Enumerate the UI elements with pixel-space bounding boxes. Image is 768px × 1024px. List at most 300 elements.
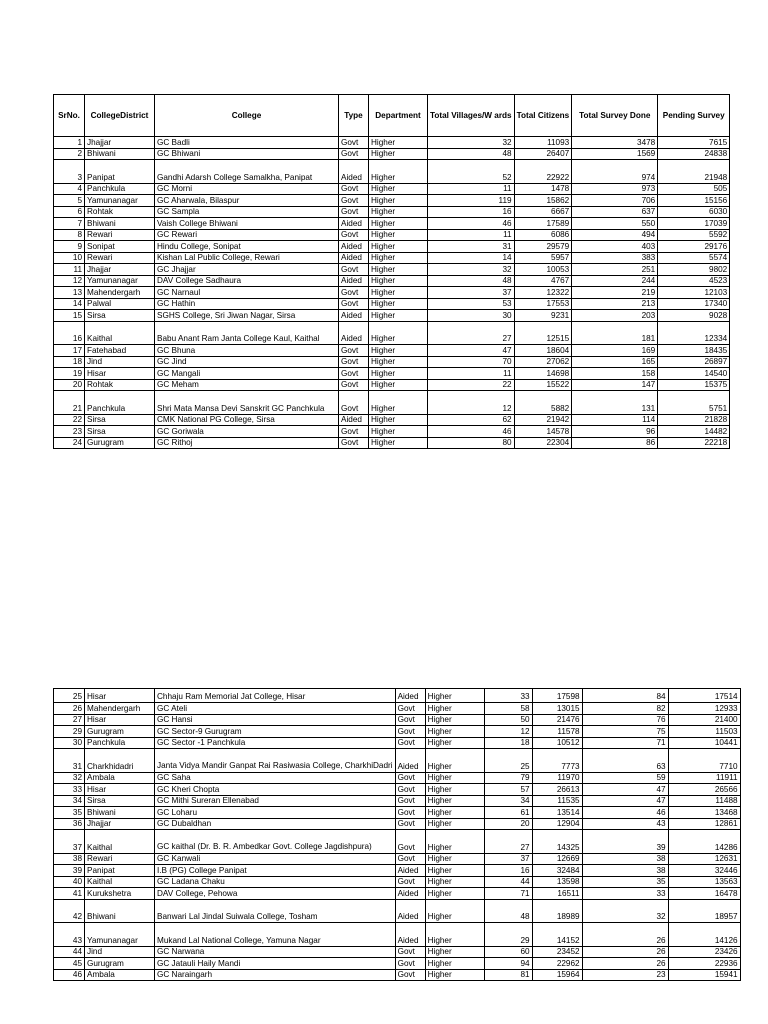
table-row: [54, 379, 730, 391]
cell-type: Aided: [339, 241, 369, 253]
cell-department: Higher: [425, 807, 484, 819]
cell-citizens: 12904: [532, 818, 582, 830]
table-body-bottom: [54, 689, 741, 981]
cell-pending: 14482: [658, 426, 730, 438]
cell-college: GC Jhajjar: [155, 264, 339, 276]
cell-survey-done: 251: [572, 264, 658, 276]
cell-villages: 44: [484, 876, 532, 888]
cell-college: CMK National PG College, Sirsa: [155, 414, 339, 426]
cell-villages: 34: [484, 795, 532, 807]
cell-type: Aided: [339, 218, 369, 230]
cell-pending: 13468: [668, 807, 740, 819]
cell-survey-done: 32: [582, 899, 668, 923]
cell-college: Janta Vidya Mandir Ganpat Rai Rasiwasia College, CharkhiDadri: [155, 749, 396, 773]
cell-department: Higher: [369, 206, 428, 218]
cell-district: Jind: [85, 946, 155, 958]
cell-citizens: 13598: [532, 876, 582, 888]
table-row: [54, 218, 730, 230]
cell-villages: 71: [484, 888, 532, 900]
cell-citizens: 12515: [514, 321, 572, 345]
cell-villages: 48: [428, 148, 515, 160]
cell-college: GC Jind: [155, 356, 339, 368]
cell-survey-done: 35: [582, 876, 668, 888]
cell-srno: 10: [54, 252, 85, 264]
cell-department: Higher: [369, 275, 428, 287]
cell-district: Kaithal: [85, 830, 155, 854]
cell-college: Hindu College, Sonipat: [155, 241, 339, 253]
header-row: [54, 95, 730, 137]
cell-department: Higher: [369, 310, 428, 322]
cell-citizens: 10053: [514, 264, 572, 276]
cell-district: Jhajjar: [85, 137, 155, 149]
cell-srno: 14: [54, 298, 85, 310]
cell-villages: 70: [428, 356, 515, 368]
cell-college: SGHS College, Sri Jiwan Nagar, Sirsa: [155, 310, 339, 322]
cell-department: Higher: [425, 923, 484, 947]
cell-villages: 12: [484, 726, 532, 738]
cell-pending: 11488: [668, 795, 740, 807]
cell-department: Higher: [369, 252, 428, 264]
cell-district: Sirsa: [85, 414, 155, 426]
cell-district: Kaithal: [85, 321, 155, 345]
cell-villages: 62: [428, 414, 515, 426]
cell-srno: 46: [54, 969, 85, 981]
cell-srno: 23: [54, 426, 85, 438]
cell-srno: 32: [54, 772, 85, 784]
cell-survey-done: 26: [582, 958, 668, 970]
cell-department: Higher: [369, 391, 428, 415]
cell-type: Govt: [395, 795, 425, 807]
table-row: [54, 899, 741, 923]
cell-citizens: 9231: [514, 310, 572, 322]
cell-srno: 40: [54, 876, 85, 888]
cell-pending: 21400: [668, 714, 740, 726]
cell-villages: 11: [428, 183, 515, 195]
cell-district: Mahendergarh: [85, 703, 155, 715]
cell-survey-done: 403: [572, 241, 658, 253]
cell-villages: 27: [428, 321, 515, 345]
cell-type: Govt: [339, 137, 369, 149]
cell-villages: 16: [428, 206, 515, 218]
cell-pending: 15156: [658, 195, 730, 207]
cell-srno: 15: [54, 310, 85, 322]
cell-college: GC Badli: [155, 137, 339, 149]
cell-survey-done: 244: [572, 275, 658, 287]
cell-villages: 31: [428, 241, 515, 253]
cell-citizens: 17589: [514, 218, 572, 230]
cell-srno: 44: [54, 946, 85, 958]
cell-survey-done: 131: [572, 391, 658, 415]
cell-srno: 38: [54, 853, 85, 865]
cell-pending: 7615: [658, 137, 730, 149]
cell-survey-done: 26: [582, 923, 668, 947]
cell-srno: 45: [54, 958, 85, 970]
cell-type: Aided: [339, 321, 369, 345]
cell-district: Gurugram: [85, 437, 155, 449]
table-row: [54, 876, 741, 888]
cell-survey-done: 75: [582, 726, 668, 738]
cell-citizens: 29579: [514, 241, 572, 253]
cell-pending: 24838: [658, 148, 730, 160]
cell-citizens: 14152: [532, 923, 582, 947]
cell-type: Govt: [395, 958, 425, 970]
cell-college: GC Loharu: [155, 807, 396, 819]
cell-villages: 37: [484, 853, 532, 865]
cell-department: Higher: [425, 737, 484, 749]
cell-villages: 60: [484, 946, 532, 958]
cell-type: Aided: [395, 888, 425, 900]
cell-department: Higher: [369, 437, 428, 449]
cell-citizens: 4767: [514, 275, 572, 287]
cell-villages: 79: [484, 772, 532, 784]
cell-survey-done: 158: [572, 368, 658, 380]
cell-srno: 22: [54, 414, 85, 426]
cell-citizens: 13514: [532, 807, 582, 819]
cell-department: Higher: [369, 379, 428, 391]
cell-villages: 33: [484, 689, 532, 703]
cell-type: Govt: [395, 714, 425, 726]
cell-srno: 41: [54, 888, 85, 900]
cell-citizens: 5957: [514, 252, 572, 264]
table-row: [54, 391, 730, 415]
cell-district: Palwal: [85, 298, 155, 310]
table-body-top: [54, 137, 730, 449]
cell-survey-done: 33: [582, 888, 668, 900]
cell-district: Hisar: [85, 714, 155, 726]
cell-type: Aided: [395, 899, 425, 923]
cell-department: Higher: [425, 853, 484, 865]
cell-type: Aided: [395, 749, 425, 773]
cell-department: Higher: [369, 345, 428, 357]
table-row: [54, 310, 730, 322]
cell-pending: 12631: [668, 853, 740, 865]
cell-district: Bhiwani: [85, 148, 155, 160]
cell-srno: 4: [54, 183, 85, 195]
cell-pending: 26566: [668, 784, 740, 796]
table-row: [54, 749, 741, 773]
cell-villages: 58: [484, 703, 532, 715]
cell-pending: 17340: [658, 298, 730, 310]
cell-srno: 8: [54, 229, 85, 241]
table-row: [54, 969, 741, 981]
cell-srno: 24: [54, 437, 85, 449]
cell-department: Higher: [369, 287, 428, 299]
cell-villages: 14: [428, 252, 515, 264]
cell-college: GC Hathin: [155, 298, 339, 310]
cell-type: Aided: [339, 310, 369, 322]
cell-citizens: 7773: [532, 749, 582, 773]
cell-srno: 6: [54, 206, 85, 218]
cell-type: Govt: [339, 356, 369, 368]
cell-pending: 9028: [658, 310, 730, 322]
cell-college: GC Goriwala: [155, 426, 339, 438]
cell-survey-done: 38: [582, 865, 668, 877]
cell-department: Higher: [425, 749, 484, 773]
cell-citizens: 15522: [514, 379, 572, 391]
cell-pending: 5592: [658, 229, 730, 241]
cell-pending: 23426: [668, 946, 740, 958]
cell-survey-done: 203: [572, 310, 658, 322]
table-row: [54, 784, 741, 796]
cell-college: Vaish College Bhiwani: [155, 218, 339, 230]
table-row: [54, 321, 730, 345]
cell-citizens: 18989: [532, 899, 582, 923]
table-row: [54, 737, 741, 749]
table-row: [54, 414, 730, 426]
cell-district: Rohtak: [85, 206, 155, 218]
cell-survey-done: 213: [572, 298, 658, 310]
table-row: [54, 807, 741, 819]
cell-type: Aided: [395, 923, 425, 947]
cell-citizens: 21476: [532, 714, 582, 726]
cell-type: Govt: [339, 426, 369, 438]
cell-villages: 94: [484, 958, 532, 970]
cell-type: Aided: [395, 689, 425, 703]
cell-pending: 13563: [668, 876, 740, 888]
cell-pending: 12334: [658, 321, 730, 345]
cell-pending: 11911: [668, 772, 740, 784]
table-row: [54, 437, 730, 449]
cell-type: Govt: [395, 876, 425, 888]
cell-srno: 13: [54, 287, 85, 299]
cell-type: Govt: [339, 195, 369, 207]
header-type: Type: [339, 95, 369, 137]
cell-district: Panchkula: [85, 183, 155, 195]
cell-srno: 12: [54, 275, 85, 287]
cell-college: Gandhi Adarsh College Samalkha, Panipat: [155, 160, 339, 184]
table-row: [54, 183, 730, 195]
cell-district: Ambala: [85, 772, 155, 784]
cell-district: Gurugram: [85, 958, 155, 970]
cell-type: Govt: [339, 298, 369, 310]
cell-type: Govt: [339, 183, 369, 195]
table-row: [54, 356, 730, 368]
cell-srno: 31: [54, 749, 85, 773]
table-row: [54, 252, 730, 264]
table-row: [54, 229, 730, 241]
cell-department: Higher: [369, 321, 428, 345]
table-row: [54, 888, 741, 900]
cell-pending: 4523: [658, 275, 730, 287]
cell-type: Govt: [395, 807, 425, 819]
cell-district: Bhiwani: [85, 807, 155, 819]
cell-type: Govt: [339, 229, 369, 241]
cell-district: Fatehabad: [85, 345, 155, 357]
cell-district: Bhiwani: [85, 218, 155, 230]
cell-srno: 25: [54, 689, 85, 703]
cell-citizens: 26613: [532, 784, 582, 796]
cell-pending: 12103: [658, 287, 730, 299]
cell-villages: 25: [484, 749, 532, 773]
cell-type: Aided: [339, 275, 369, 287]
cell-department: Higher: [425, 865, 484, 877]
cell-citizens: 14325: [532, 830, 582, 854]
cell-survey-done: 219: [572, 287, 658, 299]
cell-villages: 57: [484, 784, 532, 796]
cell-survey-done: 165: [572, 356, 658, 368]
table-row: [54, 865, 741, 877]
cell-type: Govt: [339, 391, 369, 415]
cell-pending: 17514: [668, 689, 740, 703]
cell-department: Higher: [369, 414, 428, 426]
cell-type: Govt: [339, 264, 369, 276]
cell-survey-done: 169: [572, 345, 658, 357]
cell-srno: 16: [54, 321, 85, 345]
cell-survey-done: 1569: [572, 148, 658, 160]
cell-survey-done: 38: [582, 853, 668, 865]
cell-srno: 43: [54, 923, 85, 947]
cell-survey-done: 46: [582, 807, 668, 819]
cell-villages: 47: [428, 345, 515, 357]
cell-villages: 11: [428, 229, 515, 241]
cell-type: Aided: [339, 414, 369, 426]
cell-district: Panipat: [85, 865, 155, 877]
cell-district: Yamunanagar: [85, 275, 155, 287]
cell-srno: 19: [54, 368, 85, 380]
cell-survey-done: 3478: [572, 137, 658, 149]
cell-type: Govt: [395, 969, 425, 981]
table-row: [54, 818, 741, 830]
cell-type: Govt: [395, 946, 425, 958]
cell-survey-done: 82: [582, 703, 668, 715]
cell-villages: 119: [428, 195, 515, 207]
cell-department: Higher: [425, 876, 484, 888]
cell-college: Shri Mata Mansa Devi Sanskrit GC Panchkula: [155, 391, 339, 415]
cell-type: Govt: [395, 784, 425, 796]
cell-villages: 20: [484, 818, 532, 830]
cell-pending: 22936: [668, 958, 740, 970]
cell-citizens: 27062: [514, 356, 572, 368]
cell-district: Rewari: [85, 252, 155, 264]
cell-citizens: 21942: [514, 414, 572, 426]
cell-pending: 5751: [658, 391, 730, 415]
cell-college: GC Sector -1 Panchkula: [155, 737, 396, 749]
cell-survey-done: 181: [572, 321, 658, 345]
cell-srno: 9: [54, 241, 85, 253]
cell-college: GC Morni: [155, 183, 339, 195]
cell-college: GC Jatauli Haily Mandi: [155, 958, 396, 970]
cell-villages: 27: [484, 830, 532, 854]
cell-type: Aided: [395, 865, 425, 877]
cell-college: GC Aharwala, Bilaspur: [155, 195, 339, 207]
cell-college: GC Saha: [155, 772, 396, 784]
cell-district: Yamunanagar: [85, 923, 155, 947]
table-row: [54, 241, 730, 253]
cell-survey-done: 63: [582, 749, 668, 773]
cell-citizens: 16511: [532, 888, 582, 900]
cell-pending: 10441: [668, 737, 740, 749]
cell-pending: 21828: [658, 414, 730, 426]
cell-district: Charkhidadri: [85, 749, 155, 773]
cell-college: I.B (PG) College Panipat: [155, 865, 396, 877]
cell-pending: 11503: [668, 726, 740, 738]
cell-citizens: 13015: [532, 703, 582, 715]
cell-survey-done: 76: [582, 714, 668, 726]
cell-villages: 46: [428, 218, 515, 230]
cell-department: Higher: [369, 229, 428, 241]
cell-department: Higher: [425, 818, 484, 830]
cell-college: DAV College Sadhaura: [155, 275, 339, 287]
cell-citizens: 23452: [532, 946, 582, 958]
table-row: [54, 714, 741, 726]
cell-type: Govt: [339, 148, 369, 160]
cell-type: Govt: [395, 726, 425, 738]
cell-department: Higher: [369, 368, 428, 380]
cell-citizens: 14578: [514, 426, 572, 438]
cell-pending: 12933: [668, 703, 740, 715]
cell-pending: 7710: [668, 749, 740, 773]
cell-srno: 33: [54, 784, 85, 796]
cell-villages: 80: [428, 437, 515, 449]
cell-pending: 14126: [668, 923, 740, 947]
header-pending: Pending Survey: [658, 95, 730, 137]
cell-district: Rewari: [85, 229, 155, 241]
cell-college: GC Dubaldhan: [155, 818, 396, 830]
cell-district: Kaithal: [85, 876, 155, 888]
table-row: [54, 264, 730, 276]
cell-srno: 3: [54, 160, 85, 184]
cell-citizens: 12322: [514, 287, 572, 299]
cell-department: Higher: [425, 830, 484, 854]
cell-survey-done: 47: [582, 795, 668, 807]
cell-villages: 12: [428, 391, 515, 415]
cell-survey-done: 550: [572, 218, 658, 230]
table-row: [54, 853, 741, 865]
cell-college: GC Kheri Chopta: [155, 784, 396, 796]
cell-college: GC Narwana: [155, 946, 396, 958]
cell-pending: 15375: [658, 379, 730, 391]
cell-citizens: 26407: [514, 148, 572, 160]
cell-survey-done: 706: [572, 195, 658, 207]
cell-college: GC Naraingarh: [155, 969, 396, 981]
cell-villages: 11: [428, 368, 515, 380]
table-row: [54, 368, 730, 380]
cell-department: Higher: [369, 264, 428, 276]
cell-district: Gurugram: [85, 726, 155, 738]
table-row: [54, 206, 730, 218]
cell-survey-done: 23: [582, 969, 668, 981]
cell-type: Govt: [395, 818, 425, 830]
cell-department: Higher: [425, 946, 484, 958]
cell-department: Higher: [425, 899, 484, 923]
cell-villages: 18: [484, 737, 532, 749]
cell-district: Sirsa: [85, 795, 155, 807]
cell-survey-done: 43: [582, 818, 668, 830]
cell-srno: 37: [54, 830, 85, 854]
cell-survey-done: 114: [572, 414, 658, 426]
cell-citizens: 12669: [532, 853, 582, 865]
cell-villages: 30: [428, 310, 515, 322]
cell-villages: 48: [484, 899, 532, 923]
cell-villages: 16: [484, 865, 532, 877]
cell-citizens: 32484: [532, 865, 582, 877]
cell-college: GC Sampla: [155, 206, 339, 218]
cell-citizens: 17598: [532, 689, 582, 703]
cell-department: Higher: [425, 703, 484, 715]
cell-pending: 505: [658, 183, 730, 195]
table-row: [54, 830, 741, 854]
cell-survey-done: 974: [572, 160, 658, 184]
cell-district: Ambala: [85, 969, 155, 981]
cell-district: Hisar: [85, 689, 155, 703]
cell-villages: 32: [428, 264, 515, 276]
cell-survey-done: 973: [572, 183, 658, 195]
cell-srno: 17: [54, 345, 85, 357]
cell-pending: 18435: [658, 345, 730, 357]
cell-srno: 11: [54, 264, 85, 276]
table-row: [54, 298, 730, 310]
cell-villages: 61: [484, 807, 532, 819]
